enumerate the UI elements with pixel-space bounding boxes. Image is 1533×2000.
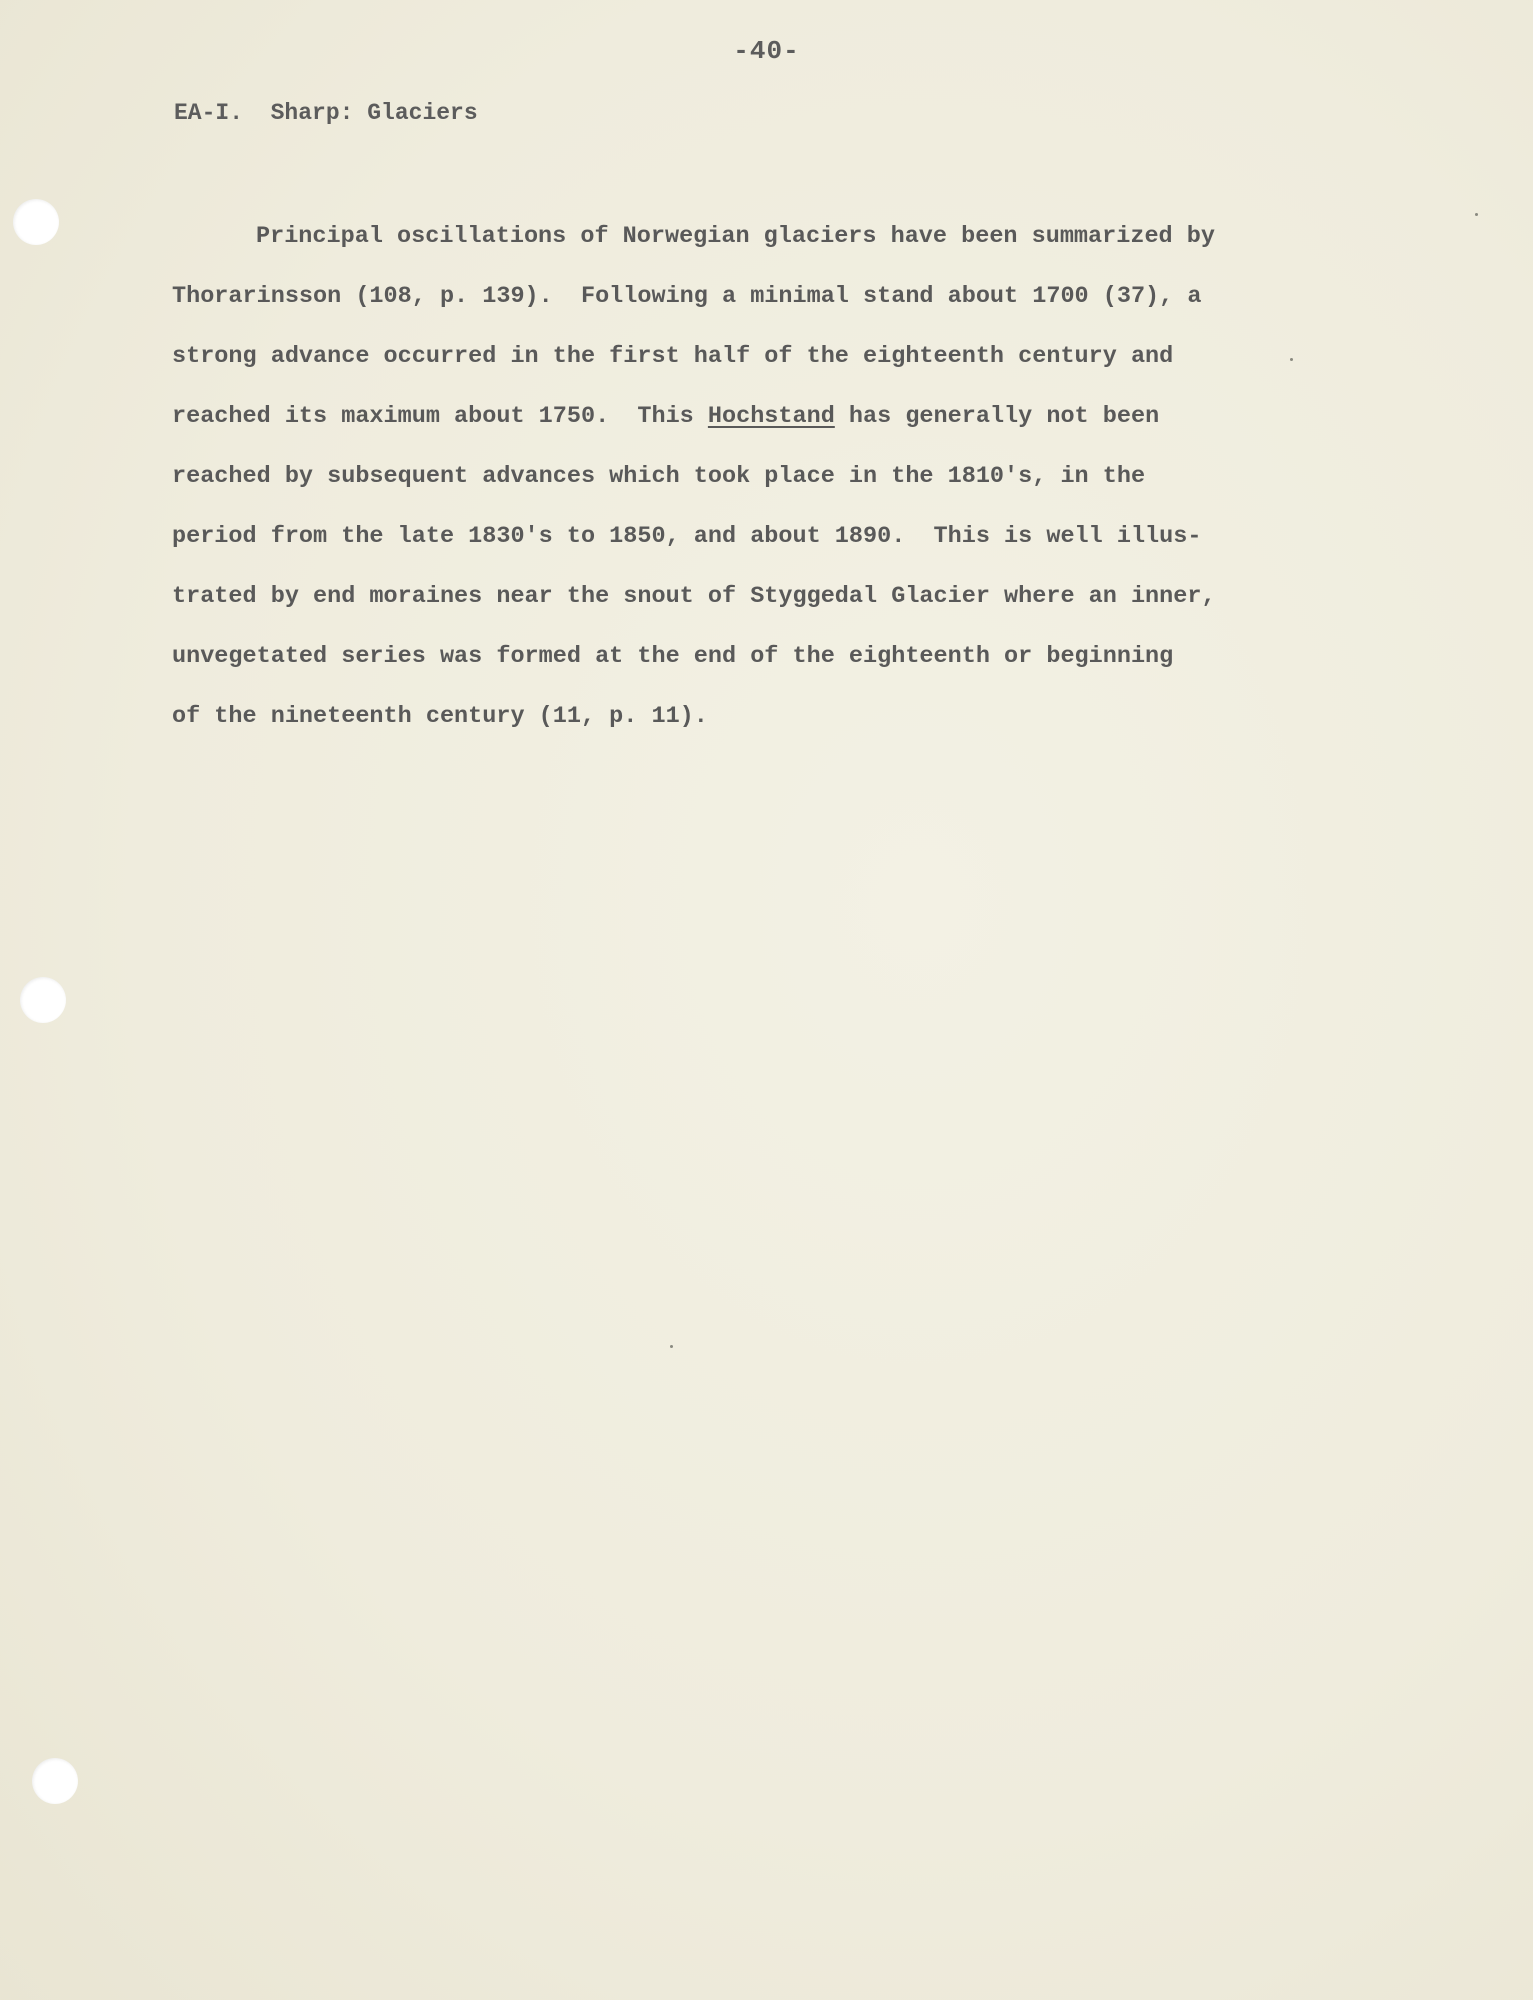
text-line-with-underline <box>172 400 1352 460</box>
text-segment: has generally not been <box>834 403 1160 430</box>
text-line: strong advance occurred in the first half of the eighteenth century and <box>172 343 1174 370</box>
underlined-term: Hochstand <box>707 403 835 430</box>
text-line: unvegetated series was formed at the end of the eighteenth or beginning <box>172 643 1174 670</box>
text-line: period from the late 1830's to 1850, and about 1890. This is well illus- <box>172 523 1202 550</box>
running-head: EA-I. Sharp: Glaciers <box>174 100 478 126</box>
text-segment: reached its maximum about 1750. This <box>172 403 708 430</box>
text-line: reached by subsequent advances which took place in the 1810's, in the <box>172 463 1146 490</box>
body-paragraph <box>172 220 1352 760</box>
paper-speck <box>1475 213 1478 216</box>
text-line: Thorarinsson (108, p. 139). Following a minimal stand about 1700 (37), a <box>172 283 1202 310</box>
punch-hole <box>13 199 59 245</box>
page-number: -40- <box>733 36 800 66</box>
text-line: of the nineteenth century (11, p. 11). <box>172 703 708 730</box>
paper-speck <box>670 1345 673 1348</box>
text-line: trated by end moraines near the snout of Styggedal Glacier where an inner, <box>172 583 1216 610</box>
punch-hole <box>20 977 66 1023</box>
text-line: Principal oscillations of Norwegian glaciers have been summarized by <box>256 223 1215 250</box>
punch-hole <box>32 1758 78 1804</box>
